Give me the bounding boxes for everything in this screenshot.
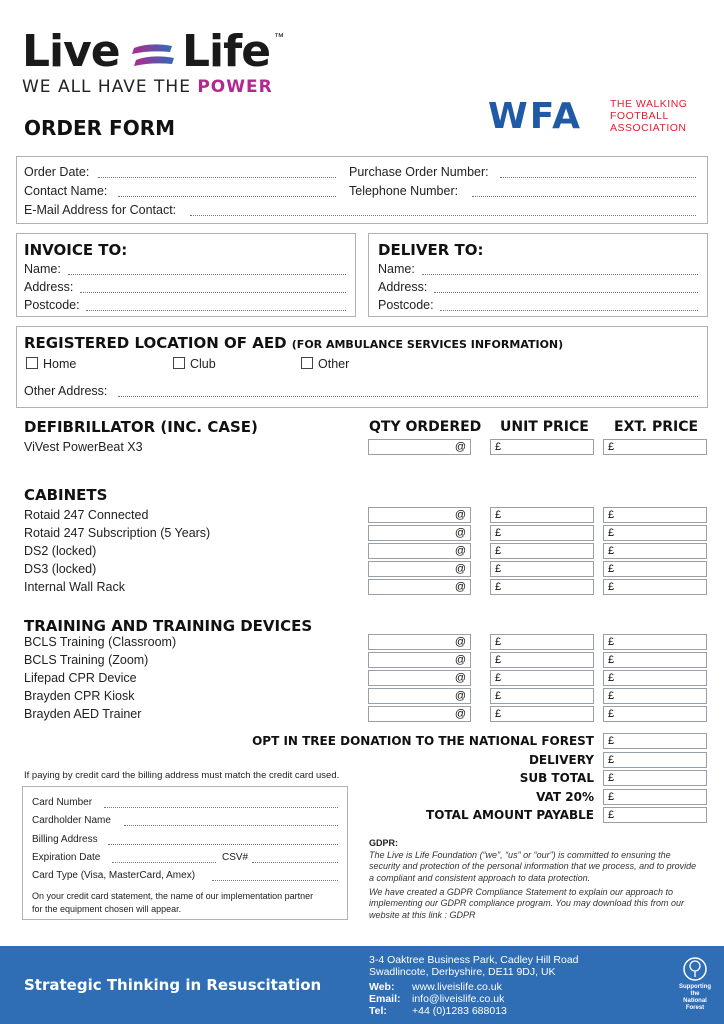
item-label: Rotaid 247 Connected (24, 508, 149, 522)
invoice-name-field[interactable] (68, 274, 346, 275)
other-checkbox[interactable] (301, 357, 313, 369)
item-label: DS2 (locked) (24, 544, 97, 558)
tel-label: Tel: (369, 1005, 387, 1017)
item-label: ViVest PowerBeat X3 (24, 440, 143, 454)
defib-title: DEFIBRILLATOR (INC. CASE) (24, 418, 258, 436)
po-number-field[interactable] (500, 177, 696, 178)
billing-address-label: Billing Address (32, 834, 98, 845)
club-label: Club (190, 357, 216, 371)
unit-price-input[interactable]: £ (490, 543, 594, 559)
item-label: Brayden CPR Kiosk (24, 689, 135, 703)
wfa-line-3: ASSOCIATION (610, 122, 687, 134)
card-type-field[interactable] (212, 880, 338, 881)
total-label: DELIVERY (528, 752, 594, 767)
order-date-label: Order Date: (24, 165, 90, 179)
qty-ordered-input[interactable]: @ (368, 543, 471, 559)
email-label-footer: Email: (369, 993, 401, 1005)
qty-ordered-input[interactable]: @ (368, 652, 471, 668)
qty-ordered-input[interactable]: @ (368, 688, 471, 704)
deliver-name-field[interactable] (422, 274, 698, 275)
total-value-input[interactable]: £ (603, 789, 707, 805)
cardholder-label: Cardholder Name (32, 815, 111, 826)
deliver-title: DELIVER TO: (378, 241, 484, 259)
other-address-field[interactable] (118, 396, 698, 397)
card-number-label: Card Number (32, 797, 93, 808)
qty-ordered-input[interactable]: @ (368, 634, 471, 650)
footer-contacts (369, 981, 507, 1017)
ext-price-input[interactable]: £ (603, 670, 707, 686)
wfa-logo (488, 96, 708, 136)
unit-price-column-header: UNIT PRICE (500, 419, 589, 435)
csv-label: CSV# (222, 852, 249, 863)
qty-ordered-input[interactable]: @ (368, 507, 471, 523)
total-label: TOTAL AMOUNT PAYABLE (426, 808, 594, 822)
gdpr-paragraph-2: We have created a GDPR Compliance Statement to explain our approach to implementing our GDPR compliance program. You may download this from our website at this link : GDPR (369, 887, 684, 920)
unit-price-input[interactable]: £ (490, 652, 594, 668)
logo-trademark: ™ (274, 32, 284, 43)
unit-price-input[interactable]: £ (490, 507, 594, 523)
total-value-input[interactable]: £ (603, 770, 707, 786)
ext-price-column-header: EXT. PRICE (614, 419, 699, 435)
gdpr-paragraph-1: The Live is Life Foundation (“we”, “us” or “our”) is committed to ensuring the security and protection of the personal information that we process, and to provide a compliant and consistent approach to data protection. (369, 850, 697, 883)
unit-price-input[interactable]: £ (490, 561, 594, 577)
wfa-letters: WFA (488, 96, 583, 137)
wfa-line-1: THE WALKING (610, 98, 688, 110)
footer (0, 946, 724, 1024)
live-life-logo (22, 26, 284, 78)
wfa-text (610, 98, 687, 134)
tagline-text: WE ALL HAVE THE (22, 77, 198, 97)
web-link[interactable]: www.liveislife.co.uk (412, 981, 502, 993)
national-forest-badge (668, 984, 722, 1012)
ext-price-input[interactable]: £ (603, 688, 707, 704)
unit-price-input[interactable]: £ (490, 525, 594, 541)
unit-price-input[interactable]: £ (490, 706, 594, 722)
card-number-field[interactable] (104, 807, 338, 808)
logo-life: Life (182, 26, 271, 77)
qty-ordered-input[interactable]: @ (368, 439, 471, 455)
qty-column-header: QTY ORDERED (369, 419, 482, 435)
aed-title (24, 334, 563, 352)
email-link[interactable]: info@liveislife.co.uk (412, 993, 505, 1005)
invoice-name-label: Name: (24, 262, 61, 276)
footer-address (369, 954, 579, 978)
contact-name-field[interactable] (118, 196, 336, 197)
qty-ordered-input[interactable]: @ (368, 525, 471, 541)
wfa-line-2: FOOTBALL (610, 110, 669, 122)
deliver-postcode-label: Postcode: (378, 298, 434, 312)
total-value-input[interactable]: £ (603, 733, 707, 749)
footer-address-line-2: Swadlincote, Derbyshire, DE11 9DJ, UK (369, 966, 556, 978)
total-value-input[interactable]: £ (603, 752, 707, 768)
invoice-postcode-field[interactable] (86, 310, 346, 311)
email-field[interactable] (190, 215, 696, 216)
logo-equals-icon (130, 42, 176, 68)
item-label: Rotaid 247 Subscription (5 Years) (24, 526, 211, 540)
telephone-label: Telephone Number: (349, 184, 459, 198)
email-label: E-Mail Address for Contact: (24, 203, 177, 217)
ext-price-input[interactable]: £ (603, 507, 707, 523)
invoice-postcode-label: Postcode: (24, 298, 80, 312)
unit-price-input[interactable]: £ (490, 634, 594, 650)
ext-price-input[interactable]: £ (603, 561, 707, 577)
ext-price-input[interactable]: £ (603, 706, 707, 722)
home-checkbox[interactable] (26, 357, 38, 369)
item-label: Internal Wall Rack (24, 580, 125, 594)
item-label: Lifepad CPR Device (24, 671, 137, 685)
expiry-label: Expiration Date (32, 852, 101, 863)
invoice-address-field[interactable] (80, 292, 346, 293)
contact-name-label: Contact Name: (24, 184, 108, 198)
ext-price-input[interactable]: £ (603, 543, 707, 559)
po-number-label: Purchase Order Number: (349, 165, 489, 179)
csv-field[interactable] (252, 862, 338, 863)
gdpr-title: GDPR: (369, 838, 398, 848)
cabinets-title: CABINETS (24, 486, 108, 504)
total-label: VAT 20% (536, 789, 594, 804)
telephone-field[interactable] (472, 196, 696, 197)
unit-price-input[interactable]: £ (490, 688, 594, 704)
ext-price-input[interactable]: £ (603, 579, 707, 595)
aed-subtitle: (FOR AMBULANCE SERVICES INFORMATION) (291, 338, 564, 351)
footer-address-line-1: 3-4 Oaktree Business Park, Cadley Hill Road (369, 954, 579, 966)
training-title: TRAINING AND TRAINING DEVICES (24, 617, 313, 635)
statement-note-1: On your credit card statement, the name of our implementation partner (32, 891, 314, 901)
expiry-field[interactable] (112, 862, 216, 863)
unit-price-input[interactable]: £ (490, 579, 594, 595)
card-type-label: Card Type (Visa, MasterCard, Amex) (32, 870, 196, 881)
web-label: Web: (369, 981, 395, 993)
item-label: Brayden AED Trainer (24, 707, 142, 721)
ext-price-input[interactable]: £ (603, 634, 707, 650)
deliver-address-field[interactable] (434, 292, 698, 293)
item-label: BCLS Training (Zoom) (24, 653, 149, 667)
total-label: OPT IN TREE DONATION TO THE NATIONAL FOREST (252, 734, 594, 748)
deliver-address-label: Address: (378, 280, 428, 294)
badge-line-2: the (690, 991, 700, 997)
ext-price-input[interactable]: £ (603, 525, 707, 541)
item-label: DS3 (locked) (24, 562, 97, 576)
national-forest-tree-icon (682, 956, 708, 982)
footer-slogan: Strategic Thinking in Resuscitation (24, 976, 322, 994)
invoice-title: INVOICE TO: (24, 241, 128, 259)
billing-address-field[interactable] (108, 844, 338, 845)
item-label: BCLS Training (Classroom) (24, 635, 177, 649)
total-label: SUB TOTAL (519, 771, 594, 785)
statement-note-2: for the equipment chosen will appear. (32, 904, 182, 914)
tel-link[interactable]: +44 (0)1283 688013 (412, 1005, 507, 1017)
card-note: If paying by credit card the billing address must match the credit card used. (24, 770, 340, 781)
badge-line-3: National (683, 998, 707, 1004)
page-title: ORDER FORM (24, 116, 175, 140)
deliver-postcode-field[interactable] (440, 310, 698, 311)
qty-ordered-input[interactable]: @ (368, 706, 471, 722)
deliver-name-label: Name: (378, 262, 415, 276)
total-value-input[interactable]: £ (603, 807, 707, 823)
invoice-address-label: Address: (24, 280, 74, 294)
badge-line-1: Supporting (679, 984, 711, 990)
order-date-field[interactable] (98, 177, 336, 178)
cardholder-field[interactable] (124, 825, 338, 826)
qty-ordered-input[interactable]: @ (368, 579, 471, 595)
other-address-label: Other Address: (24, 384, 108, 398)
home-label: Home (43, 357, 77, 371)
unit-price-input[interactable]: £ (490, 670, 594, 686)
club-checkbox[interactable] (173, 357, 185, 369)
qty-ordered-input[interactable]: @ (368, 670, 471, 686)
tagline (22, 77, 273, 97)
ext-price-input[interactable]: £ (603, 652, 707, 668)
other-label: Other (318, 357, 350, 371)
ext-price-input[interactable]: £ (603, 439, 707, 455)
aed-title-main: REGISTERED LOCATION OF AED (24, 334, 287, 352)
tagline-power: POWER (197, 77, 273, 97)
logo-live: Live (22, 26, 120, 77)
unit-price-input[interactable]: £ (490, 439, 594, 455)
qty-ordered-input[interactable]: @ (368, 561, 471, 577)
badge-line-4: Forest (685, 1005, 705, 1011)
